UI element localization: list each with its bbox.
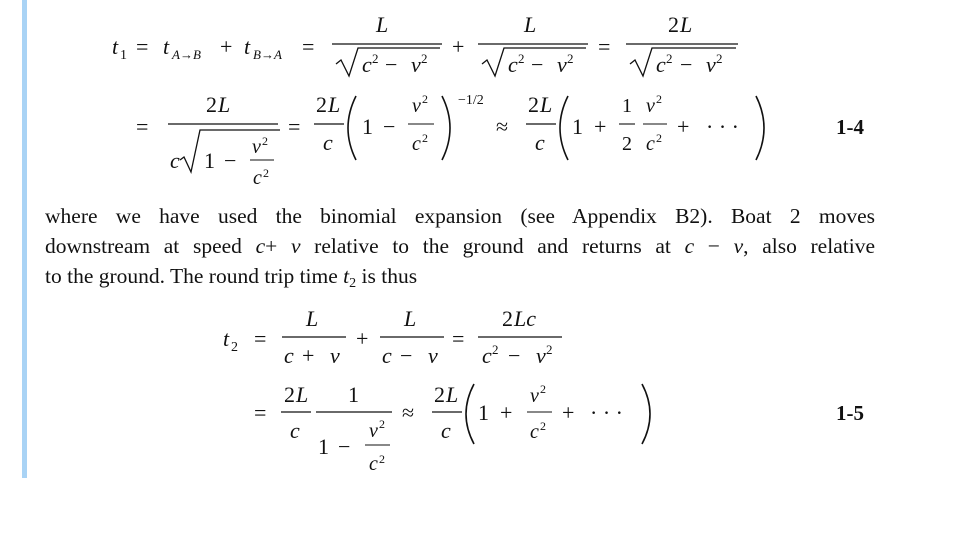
svg-text:=: = [136,34,149,59]
svg-text:c: c [170,148,180,173]
svg-text:+: + [452,34,465,59]
svg-text:v: v [646,95,655,117]
body-paragraph [45,201,875,291]
svg-text:+: + [677,114,690,139]
svg-text:1: 1 [572,114,583,139]
svg-text:c: c [441,418,451,443]
svg-text:t: t [223,326,230,351]
svg-text:L: L [376,12,389,37]
svg-text:−1/2: −1/2 [458,93,484,108]
subscript-2: 2 [349,276,357,291]
svg-text:2: 2 [656,92,662,106]
svg-text:2: 2 [540,419,546,433]
svg-text:=: = [254,326,267,351]
svg-text:+: + [302,343,315,368]
text-segment: , also relative [743,234,875,258]
svg-text:L: L [218,92,231,117]
svg-text:1: 1 [622,95,632,117]
svg-text:2: 2 [316,92,327,117]
text-segment: relative to the ground and returns at [300,234,685,258]
svg-text:−: − [531,52,544,77]
svg-text:2: 2 [422,131,428,145]
svg-text:L: L [446,382,459,407]
svg-text:v: v [557,52,567,77]
svg-text:≈: ≈ [496,114,509,139]
svg-text:2: 2 [434,382,445,407]
svg-text:=: = [452,326,465,351]
svg-text:L: L [524,12,537,37]
paragraph-line-1: where we have used the binomial expansion (see Appendix B2). Boat 2 moves [45,204,875,228]
symbol-plus: + [265,234,291,258]
svg-text:c: c [290,418,300,443]
equation-1-5 [254,382,864,475]
svg-text:c: c [362,52,372,77]
svg-text:+: + [220,34,233,59]
svg-text:Lc: Lc [514,306,536,331]
svg-text:v: v [428,343,438,368]
svg-text:c: c [284,343,294,368]
svg-text:2: 2 [567,51,574,66]
svg-text:2: 2 [492,342,499,357]
svg-text:2: 2 [546,342,553,357]
svg-text:1: 1 [120,48,127,63]
svg-text:=: = [254,400,267,425]
svg-text:+: + [500,400,513,425]
svg-text:+: + [356,326,369,351]
svg-text:· · ·: · · · [590,400,623,425]
svg-text:≈: ≈ [402,400,415,425]
svg-text:v: v [536,343,546,368]
svg-text:v: v [411,52,421,77]
symbol-minus: − [694,234,734,258]
svg-text:2: 2 [379,452,385,466]
svg-text:2: 2 [668,12,679,37]
equation-number-1-5: 1-5 [836,401,864,425]
text-segment: is thus [356,264,418,288]
svg-text:L: L [540,92,553,117]
symbol-c: c [255,234,266,258]
svg-text:2: 2 [422,92,428,106]
svg-text:1: 1 [478,400,489,425]
svg-text:c: c [646,133,655,155]
svg-text:2: 2 [656,131,662,145]
svg-text:t: t [244,34,251,59]
svg-text:c: c [323,130,333,155]
svg-text:+: + [562,400,575,425]
svg-text:L: L [680,12,693,37]
svg-text:c: c [369,453,378,475]
svg-text:v: v [530,385,539,407]
svg-text:−: − [338,434,351,459]
svg-text:c: c [382,343,392,368]
svg-text:=: = [288,114,301,139]
svg-text:c: c [482,343,492,368]
svg-text:−: − [224,148,237,173]
svg-text:2: 2 [379,417,385,431]
svg-text:2: 2 [666,51,673,66]
symbol-t: t [343,264,350,288]
svg-text:c: c [253,167,262,189]
svg-text:c: c [412,133,421,155]
svg-text:1: 1 [362,114,373,139]
svg-text:L: L [296,382,309,407]
svg-text:B→A: B→A [253,47,282,62]
svg-text:=: = [136,114,149,139]
svg-text:· · ·: · · · [706,114,739,139]
svg-text:L: L [306,306,319,331]
svg-text:2: 2 [518,51,525,66]
svg-text:v: v [412,95,421,117]
svg-text:v: v [369,420,378,442]
svg-text:+: + [594,114,607,139]
symbol-v: v [290,234,301,258]
svg-text:L: L [328,92,341,117]
svg-text:t: t [112,34,119,59]
svg-text:2: 2 [502,306,513,331]
paragraph-line-3 [45,261,875,291]
svg-text:A→B: A→B [172,47,201,62]
svg-text:1: 1 [318,434,329,459]
svg-text:c: c [656,52,666,77]
svg-text:=: = [302,34,315,59]
svg-text:2: 2 [528,92,539,117]
svg-text:−: − [680,52,693,77]
svg-text:2: 2 [716,51,723,66]
equation-t1-definition [112,12,738,77]
text-segment: to the ground. The round trip time [45,264,344,288]
svg-text:1: 1 [204,148,215,173]
svg-text:v: v [252,136,261,158]
svg-text:−: − [400,343,413,368]
svg-text:t: t [163,34,170,59]
svg-text:−: − [383,114,396,139]
svg-text:v: v [330,343,340,368]
symbol-v: v [733,234,744,258]
svg-text:2: 2 [372,51,379,66]
svg-text:2: 2 [262,134,268,148]
svg-text:L: L [404,306,417,331]
svg-text:2: 2 [284,382,295,407]
svg-text:1: 1 [348,382,359,407]
equation-number-1-4: 1-4 [836,115,864,139]
svg-text:c: c [530,421,539,443]
svg-text:2: 2 [421,51,428,66]
svg-text:2: 2 [622,133,632,155]
equation-1-4 [136,92,864,189]
text-segment: downstream at speed [45,234,256,258]
svg-text:2: 2 [206,92,217,117]
svg-text:=: = [598,34,611,59]
svg-text:2: 2 [231,340,238,355]
svg-text:2: 2 [263,166,269,180]
svg-text:−: − [385,52,398,77]
svg-text:2: 2 [540,382,546,396]
svg-text:v: v [706,52,716,77]
svg-text:c: c [508,52,518,77]
equation-t2-definition [223,306,562,368]
svg-text:−: − [508,343,521,368]
symbol-c: c [684,234,695,258]
paragraph-line-2 [45,231,875,261]
svg-text:c: c [535,130,545,155]
